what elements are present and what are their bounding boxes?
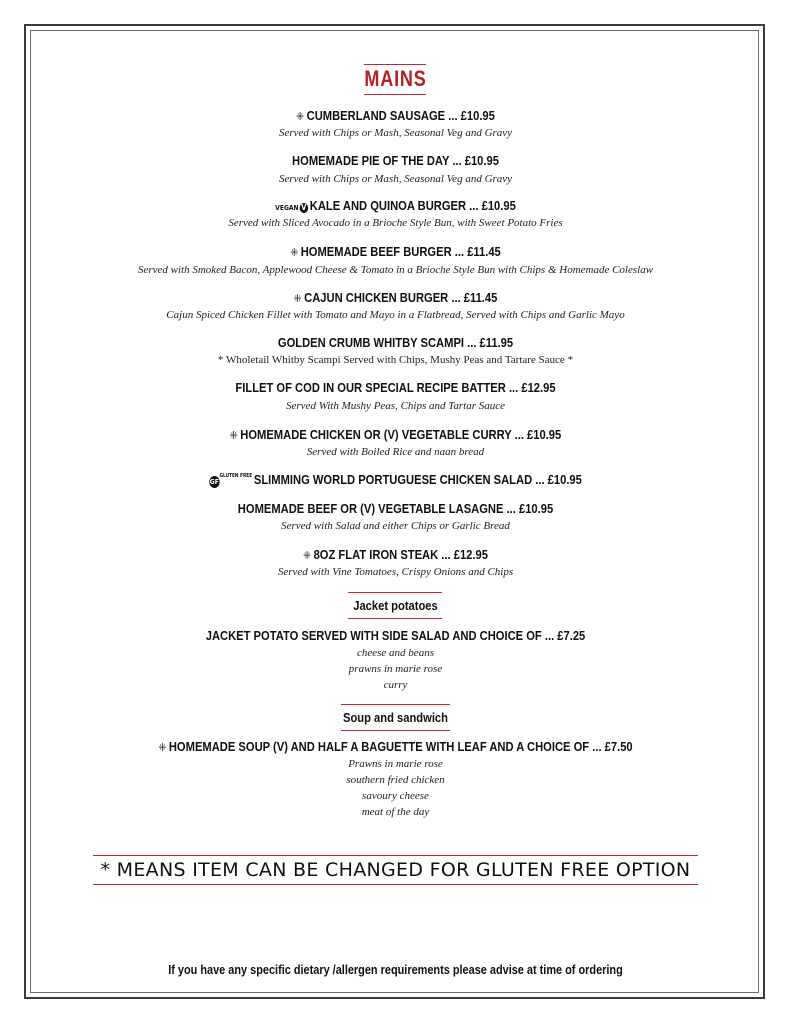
gluten-free-icon: ⁜ [290,246,299,259]
note-rule-top [93,855,698,856]
menu-item-title: $GF^{GLUTEN FREE}$ SLIMMING WORLD PORTUGUESE CHICKEN SALAD ... £10.95 [209,472,582,487]
menu-item-description: Served with Smoked Bacon, Applewood Cheese & Tomato in a Brioche Style Bun with Chips & Homemade Coleslaw [137,264,654,276]
allergen-footer: If you have any specific dietary /allergen requirements please advise at time of ordering [168,962,623,977]
menu-item-description: Cajun Spiced Chicken Fillet with Tomato and Mayo in a Flatbread, Served with Chips and Garlic Mayo [166,309,625,321]
option-item: meat of the day [361,806,430,818]
menu-item-title: ⁜ HOMEMADE BEEF BURGER ... £11.45 [290,244,501,259]
menu-item-title: ⁜ 8OZ FLAT IRON STEAK ... £12.95 [303,547,488,562]
menu-item-description: Served with Boiled Rice and naan bread [306,446,485,458]
section-rule-top [348,592,442,593]
menu-item-title: HOMEMADE BEEF OR (V) VEGETABLE LASAGNE ... £10.95 [237,501,554,516]
gluten-free-note: * MEANS ITEM CAN BE CHANGED FOR GLUTEN FREE OPTION [100,859,691,881]
menu-item-description: * Wholetail Whitby Scampi Served with Chips, Mushy Peas and Tartare Sauce * [217,354,574,366]
menu-item-title: HOMEMADE PIE OF THE DAY ... £10.95 [292,153,499,168]
option-item: cheese and beans [357,647,434,659]
menu-item-description: Served with Chips or Mash, Seasonal Veg and Gravy [278,127,513,139]
menu-item-title: VEGAN V KALE AND QUINOA BURGER ... £10.95 [275,198,516,213]
section-heading-soup: Soup and sandwich [342,710,448,725]
section-rule-bottom [341,730,450,731]
section-rule-top [341,704,450,705]
menu-item-description: Served With Mushy Peas, Chips and Tartar Sauce [286,400,505,412]
menu-item-title: ⁜ CAJUN CHICKEN BURGER ... £11.45 [293,290,498,305]
section-rule-bottom [348,618,442,619]
option-item: southern fried chicken [346,774,445,786]
vegan-icon: VEGAN V [275,203,307,212]
menu-item-title: ⁜ CUMBERLAND SAUSAGE ... £10.95 [296,108,495,123]
option-item: curry [383,679,408,691]
gf-badge-icon: $GF^{GLUTEN FREE}$ [209,473,253,486]
heading-rule-top [364,64,426,65]
menu-item-title: JACKET POTATO SERVED WITH SIDE SALAD AND CHOICE OF ... £7.25 [205,628,586,643]
menu-item-title: FILLET OF COD IN OUR SPECIAL RECIPE BATTER ... £12.95 [235,380,556,395]
option-item: prawns in marie rose [348,663,443,675]
menu-item-description: Served with Salad and either Chips or Garlic Bread [281,520,510,532]
menu-item-description: Served with Sliced Avocado in a Brioche Style Bun, with Sweet Potato Fries [228,217,563,229]
gluten-free-icon: ⁜ [158,741,167,754]
gluten-free-icon: ⁜ [229,429,238,442]
menu-item-title: GOLDEN CRUMB WHITBY SCAMPI ... £11.95 [277,335,514,350]
gluten-free-icon: ⁜ [293,292,302,305]
heading-rule-bottom [364,94,426,95]
page-title: MAINS [364,66,427,91]
option-item: savoury cheese [362,790,429,802]
menu-item-description: Served with Vine Tomatoes, Crispy Onions and Chips [277,566,514,578]
note-rule-bottom [93,884,698,885]
option-item: Prawns in marie rose [348,758,443,770]
gluten-free-icon: ⁜ [296,110,305,123]
gluten-free-icon: ⁜ [303,549,311,562]
menu-item-description: Served with Chips or Mash, Seasonal Veg and Gravy [278,173,513,185]
section-heading-jacket: Jacket potatoes [353,598,438,613]
menu-item-title: ⁜ HOMEMADE SOUP (V) AND HALF A BAGUETTE WITH LEAF AND A CHOICE OF ... £7.50 [158,739,633,754]
menu-item-title: ⁜ HOMEMADE CHICKEN OR (V) VEGETABLE CURRY ... £10.95 [229,427,562,442]
